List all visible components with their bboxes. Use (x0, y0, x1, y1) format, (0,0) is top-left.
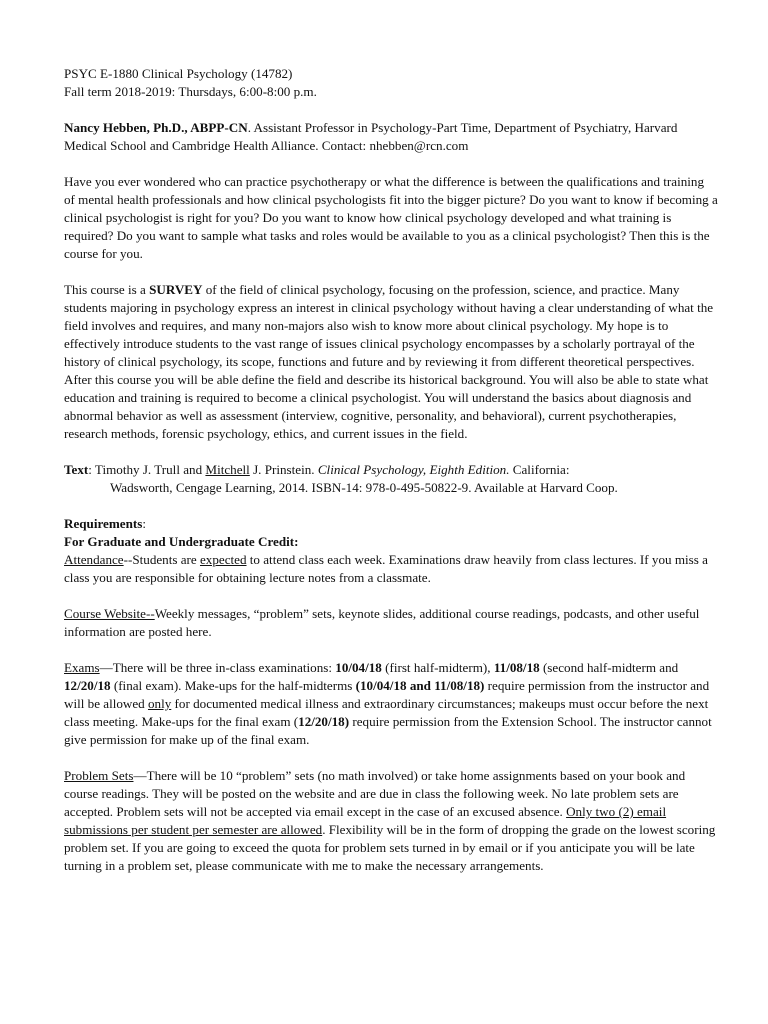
textbook-author-c: J. Prinstein. (249, 462, 318, 477)
attendance-paragraph (64, 551, 718, 587)
instructor-details: . Assistant Professor in Psychology-Part Time, Department of Psychiatry, Harvard Medical School and Cambridge Health Alliance. Contact: nhebben@rcn.com (64, 120, 678, 153)
exams-b: (first half-midterm), (381, 660, 494, 675)
requirements-heading-text: Requirements (64, 516, 143, 531)
exams-label: Exams (64, 660, 100, 675)
attendance-a: --Students are (123, 552, 200, 567)
website-paragraph (64, 605, 718, 641)
textbook-publisher: Wadsworth, Cengage Learning, 2014. ISBN-14: 978-0-495-50822-9. Available at Harvard Coop. (110, 480, 618, 495)
requirements-heading (64, 515, 718, 533)
attendance-emph: expected (199, 552, 247, 567)
textbook-line (64, 461, 718, 479)
textbook-author-a: : Timothy J. Trull and (88, 462, 206, 477)
exam-date-2: 11/08/18 (493, 660, 540, 675)
intro-paragraph: Have you ever wondered who can practice psychotherapy or what the difference is between the qualifications and training of mental health professionals and how clinical psychologists fit into the bigger picture? Do you want to know if becoming a clinical psychologist is right for you? Do you want to know how clinical psychology developed and what training is required? Do you want to sample what tasks and roles would be available to you as a clinical psychologist? Then this is the course for you. (64, 174, 718, 261)
survey-emphasis: SURVEY (149, 282, 203, 297)
problem-sets-paragraph (64, 767, 718, 875)
exams-c: (second half-midterm and (539, 660, 679, 675)
exams-paragraph (64, 659, 718, 749)
requirements-heading-colon: : (142, 516, 146, 531)
website-label: Course Website-- (64, 606, 155, 621)
exams-a: —There will be three in-class examinations: (99, 660, 336, 675)
website-text: Weekly messages, “problem” sets, keynote slides, additional course readings, podcasts, and other useful information are posted here. (64, 606, 700, 639)
textbook-title: Clinical Psychology, Eighth Edition. (317, 462, 510, 477)
problem-sets-label: Problem Sets (64, 768, 134, 783)
instructor-name: Nancy Hebben, Ph.D., ABPP-CN (64, 120, 248, 135)
survey-paragraph (64, 281, 718, 443)
problem-sets-a: —There will be 10 “problem” sets (no math involved) or take home assignments based on your book and course readings. They will be posted on the website and are due in class the following week. No late problem sets are accepted. Problem sets will not be accepted via email except in the case of an excused absence. (64, 768, 686, 819)
exam-date-3: 12/20/18 (64, 678, 111, 693)
problem-sets-b: . Flexibility will be in the form of dropping the grade on the lowest scoring problem set. If you are going to exceed the quota for problem sets turned in by email or if you anticipate you will be late turning in a problem set, please communicate with me to make the necessary arrangements. (64, 822, 716, 873)
exams-d: (final exam). Make-ups for the half-midterms (110, 678, 356, 693)
textbook-label: Text (64, 462, 89, 477)
term-text: Fall term 2018-2019: Thursdays, 6:00-8:00 p.m. (64, 84, 317, 99)
exams-f: for documented medical illness and extraordinary circumstances; makeups must occur before the next class meeting. Make-ups for the final exam ( (64, 696, 709, 729)
survey-lead: This course is a (64, 282, 150, 297)
exams-e: require permission from the instructor and will be allowed (64, 678, 710, 711)
course-title (64, 65, 718, 83)
exam-date-1: 10/04/18 (335, 660, 382, 675)
term-line (64, 83, 718, 101)
survey-rest: of the field of clinical psychology, focusing on the profession, science, and practice. Many students majoring in psychology express an interest in clinical psychology without having a clear understanding of what the field involves and requires, and many non-majors also wish to know more about clinical psychology. My hope is to effectively introduce students to the vast range of issues clinical psychology encompasses by a scholarly portrayal of the history of clinical psychology, its scope, functions and future and by reviewing it from different theoretical perspectives. After this course you will be able define the field and describe its historical background. You will also be able to state what education and training is required to become a clinical psychologist. You will understand the basics about diagnosis and abnormal behavior as well as assessment (interview, cognitive, personality, and behavioral), current psychotherapies, research methods, forensic psychology, ethics, and current issues in the field. (64, 282, 714, 441)
makeup-dates: (10/04/18 and 11/08/18) (355, 678, 485, 693)
textbook-location: California: (509, 462, 570, 477)
attendance-b: to attend class each week. Examinations draw heavily from class lectures. If you miss a class you are responsible for obtaining lecture notes from a classmate. (64, 552, 708, 585)
problem-sets-rule: Only two (2) email submissions per student per semester are allowed (64, 804, 667, 837)
course-title-text: PSYC E-1880 Clinical Psychology (14782) (64, 66, 293, 81)
textbook-author-b: Mitchell (205, 462, 250, 477)
attendance-label: Attendance (64, 552, 124, 567)
credit-subheading: For Graduate and Undergraduate Credit: (64, 534, 299, 549)
final-exam-date: 12/20/18) (298, 714, 350, 729)
exams-g: require permission from the Extension School. The instructor cannot give permission for make up of the final exam. (64, 714, 712, 747)
instructor-paragraph (64, 119, 718, 155)
exams-only: only (148, 696, 172, 711)
